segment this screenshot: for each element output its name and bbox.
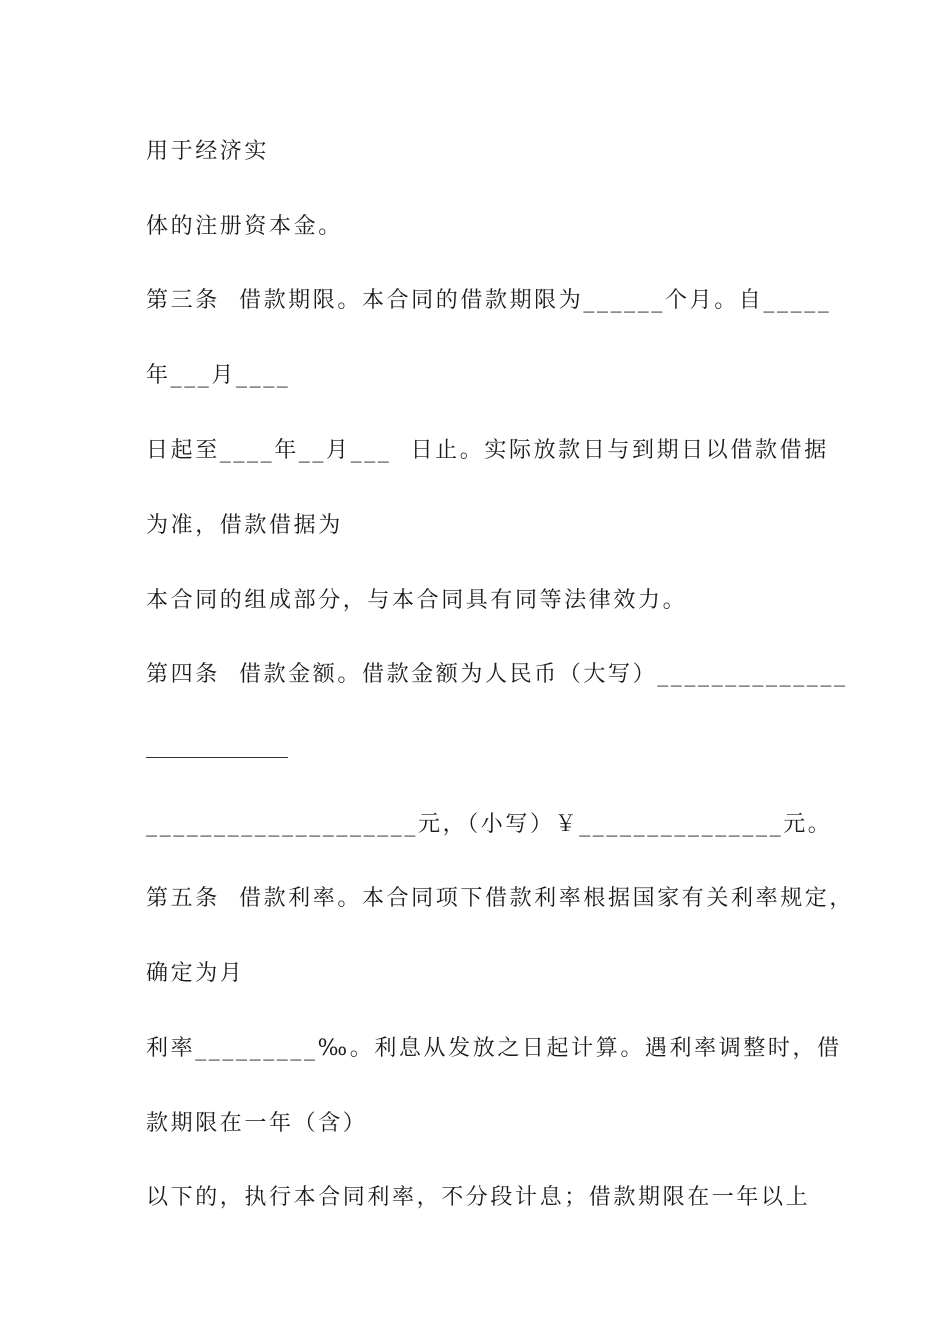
text-line-2: 体的注册资本金。 [146,214,343,239]
text-line-14: 以下的，执行本合同利率，不分段计息；借款期限在一年以上 [146,1185,811,1210]
blank-fill-line [146,757,288,758]
text-line-4: 年___月____ [146,363,291,388]
text-line-11: 确定为月 [146,961,245,986]
text-line-6: 为准，借款借据为 [146,513,343,538]
article-5-heading-line: 第五条 借款利率。本合同项下借款利率根据国家有关利率规定， [146,886,854,911]
text-line-12: 利率_________‰。利息从发放之日起计算。遇利率调整时，借 [146,1036,842,1061]
article-3-heading-line: 第三条 借款期限。本合同的借款期限为______个月。自_____ [146,288,832,313]
text-line-5: 日起至____年__月___ 日止。实际放款日与到期日以借款借据 [146,438,829,463]
text-line-7: 本合同的组成部分，与本合同具有同等法律效力。 [146,588,688,613]
text-line-9: ____________________元，（小写）￥_______________元。 [146,812,833,837]
article-4-heading-line: 第四条 借款金额。借款金额为人民币（大写）______________ [146,662,848,687]
text-line-13: 款期限在一年（含） [146,1111,368,1136]
text-line-1: 用于经济实 [146,139,270,164]
